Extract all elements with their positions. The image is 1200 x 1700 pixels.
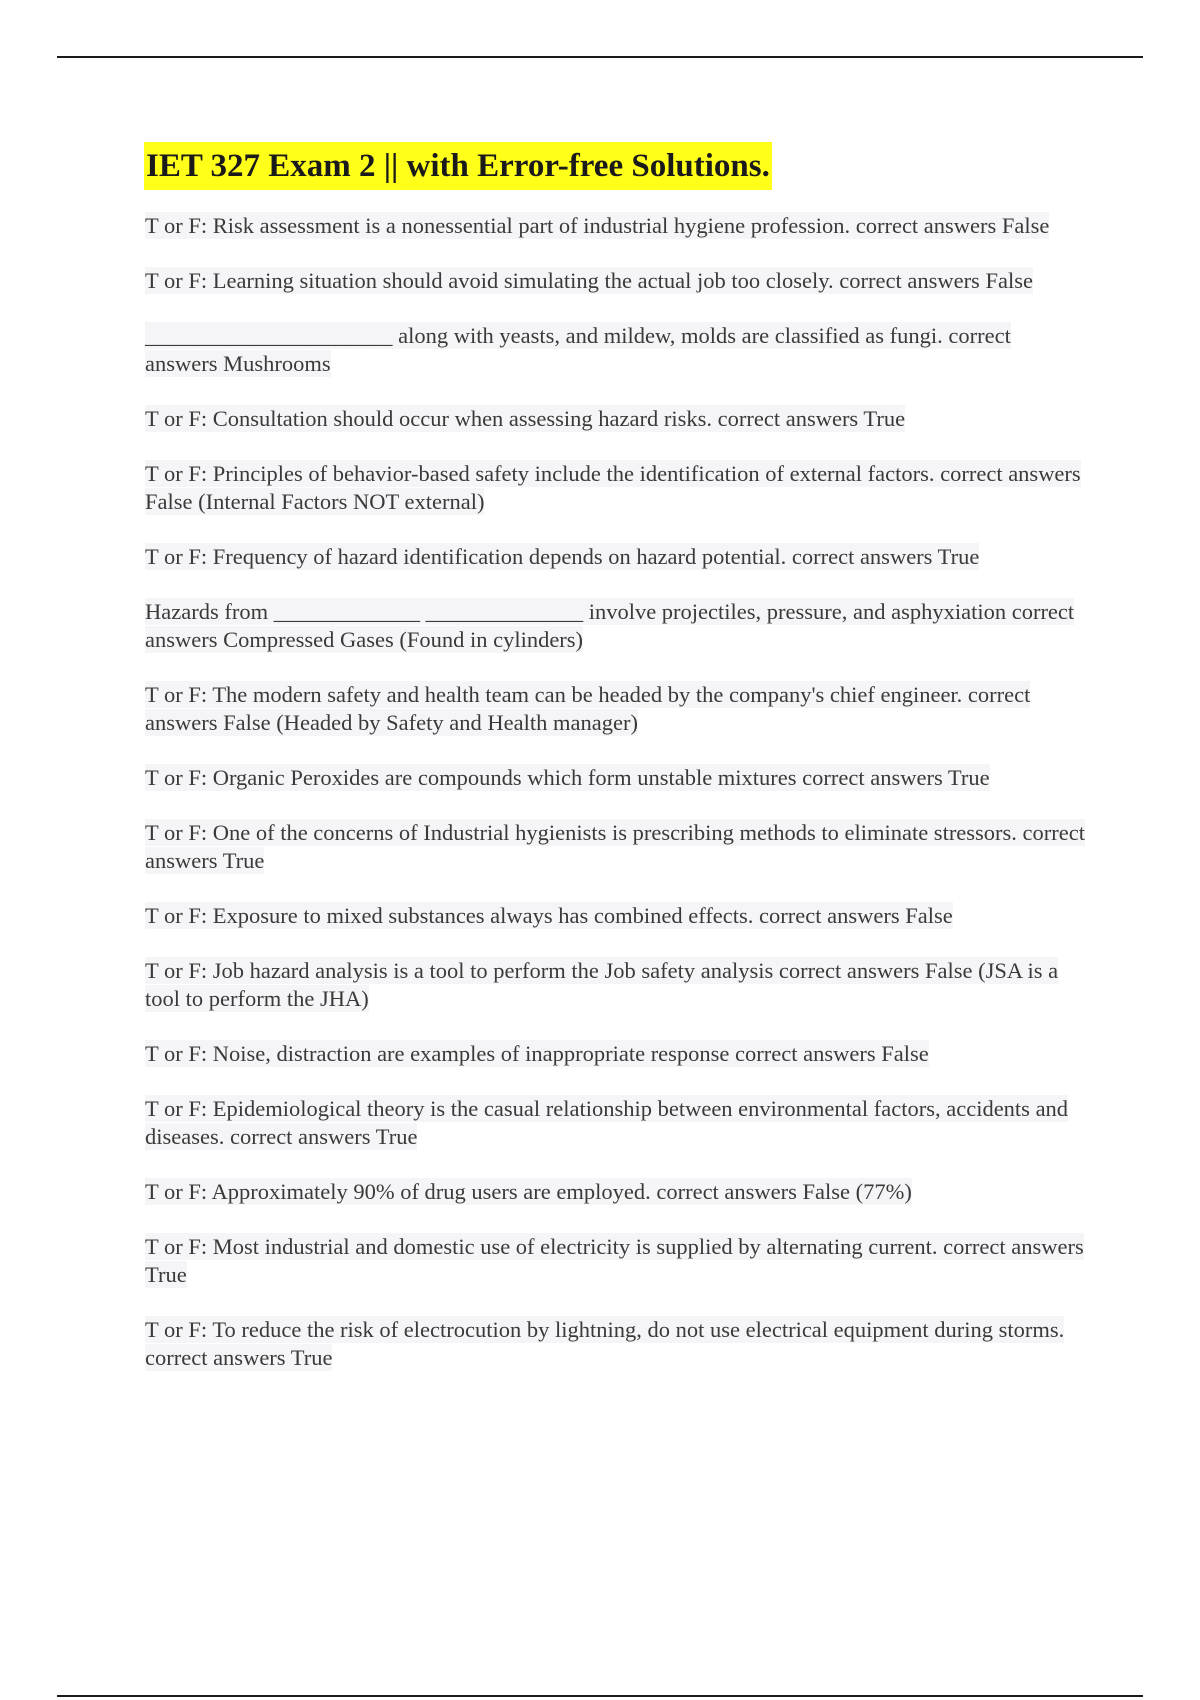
question-text: T or F: Noise, distraction are examples of inappropriate response correct answers False <box>145 1041 929 1066</box>
top-rule <box>57 56 1143 58</box>
question-text: T or F: Job hazard analysis is a tool to perform the Job safety analysis correct answers False (JSA is a tool to perform the JHA) <box>145 958 1059 1011</box>
list-item <box>145 1095 1085 1151</box>
question-text: T or F: Exposure to mixed substances always has combined effects. correct answers False <box>145 903 953 928</box>
question-text: ______________________ along with yeasts, and mildew, molds are classified as fungi. correct answers Mushrooms <box>145 323 1011 376</box>
question-text: Hazards from _____________ ______________ involve projectiles, pressure, and asphyxiation correct answers Compressed Gases (Found in cylinders) <box>145 599 1075 652</box>
list-item <box>145 460 1085 516</box>
bottom-rule <box>57 1695 1143 1697</box>
list-item <box>145 405 1085 433</box>
question-text: T or F: Risk assessment is a nonessential part of industrial hygiene profession. correct answers False <box>145 213 1050 238</box>
question-text: T or F: The modern safety and health team can be headed by the company's chief engineer. correct answers False (Headed by Safety and Health manager) <box>145 682 1031 735</box>
question-text: T or F: Principles of behavior-based safety include the identification of external factors. correct answers False (Internal Factors NOT external) <box>145 461 1081 514</box>
question-text: T or F: One of the concerns of Industrial hygienists is prescribing methods to eliminate stressors. correct answers True <box>145 820 1086 873</box>
list-item <box>145 957 1085 1013</box>
list-item <box>145 322 1085 378</box>
question-text: T or F: Epidemiological theory is the casual relationship between environmental factors, accidents and diseases. correct answers True <box>145 1096 1069 1149</box>
document-title: IET 327 Exam 2 || with Error-free Solutions. <box>144 142 772 190</box>
question-text: T or F: Approximately 90% of drug users are employed. correct answers False (77%) <box>145 1179 912 1204</box>
question-text: T or F: Consultation should occur when assessing hazard risks. correct answers True <box>145 406 906 431</box>
list-item <box>145 543 1085 571</box>
list-item <box>145 819 1085 875</box>
list-item <box>145 1233 1085 1289</box>
question-text: T or F: Learning situation should avoid simulating the actual job too closely. correct answers False <box>145 268 1033 293</box>
list-item <box>145 212 1085 240</box>
question-text: T or F: Frequency of hazard identification depends on hazard potential. correct answers True <box>145 544 980 569</box>
list-item <box>145 681 1085 737</box>
document-body <box>145 142 1085 1399</box>
list-item <box>145 267 1085 295</box>
list-item <box>145 1316 1085 1372</box>
list-item <box>145 598 1085 654</box>
question-list <box>145 212 1085 1372</box>
list-item <box>145 1178 1085 1206</box>
list-item <box>145 1040 1085 1068</box>
list-item <box>145 764 1085 792</box>
list-item <box>145 902 1085 930</box>
question-text: T or F: Most industrial and domestic use of electricity is supplied by alternating current. correct answers True <box>145 1234 1084 1287</box>
question-text: T or F: Organic Peroxides are compounds which form unstable mixtures correct answers True <box>145 765 990 790</box>
question-text: T or F: To reduce the risk of electrocution by lightning, do not use electrical equipment during storms. correct answers True <box>145 1317 1065 1370</box>
